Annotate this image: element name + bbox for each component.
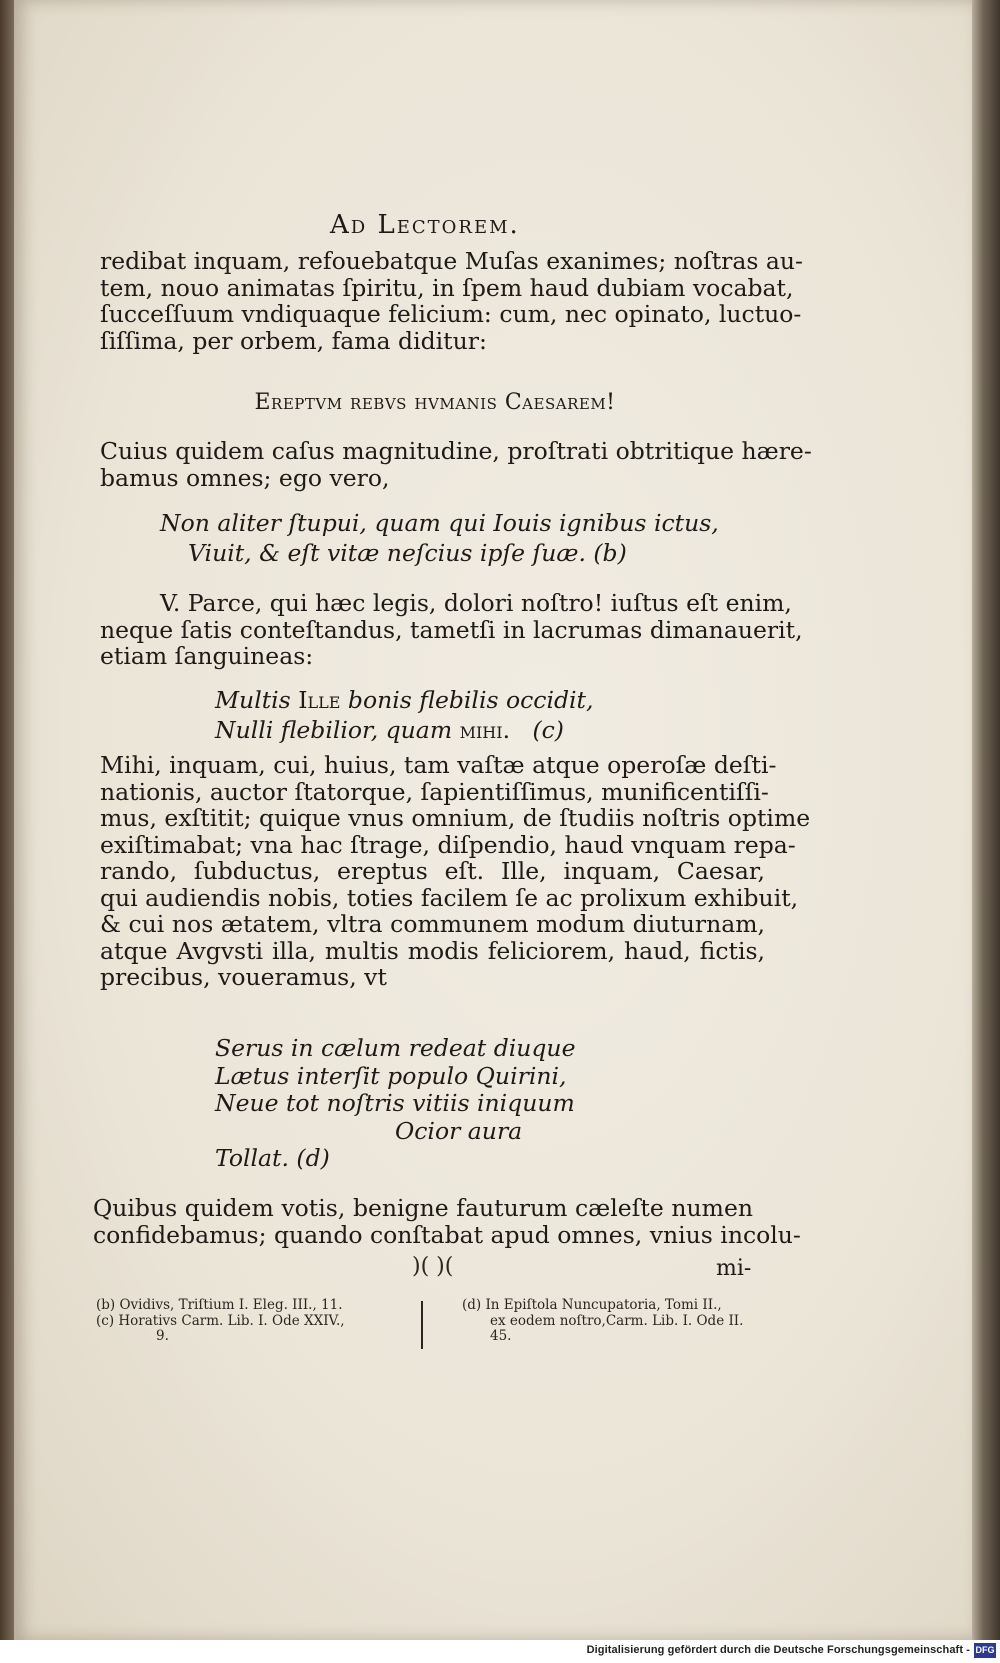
paragraph-3: [100, 589, 803, 670]
text-line: Cuius quidem caſus magnitudine, proſtrati obtritique hære-: [100, 437, 812, 465]
footnote-divider: [421, 1301, 423, 1349]
verse-line: Neue tot noſtris vitiis iniquum: [215, 1089, 575, 1117]
text-line: nationis, auctor ſtatorque, ſapientiſſimus, munificentiſſi-: [100, 777, 769, 806]
text-line: & cui nos ætatem, vltra communem modum diuturnam,: [100, 910, 765, 938]
paragraph-5: [93, 1194, 801, 1249]
footnote-line: 9.: [156, 1328, 169, 1344]
dfg-logo[interactable]: DFG: [974, 1643, 996, 1658]
footnote-line: (b) Ovidivs, Triſtium I. Eleg. III., 11.: [96, 1297, 343, 1313]
verse-line: [215, 685, 593, 715]
verse-line: Ocior aura: [395, 1116, 523, 1145]
footnote-line: ex eodem noſtro,Carm. Lib. I. Ode II.: [490, 1312, 744, 1329]
footer-credit: Digitalisierung gefördert durch die Deutsche Forschungsgemeinschaft -: [586, 1644, 970, 1656]
book-binding: [0, 0, 14, 1663]
verse-c: [215, 685, 593, 745]
text-line: ſucceſſuum vndiquaque felicium: cum, nec opinato, luctuo-: [100, 300, 802, 328]
text-line: tem, nouo animatas ſpiritu, in ſpem haud dubiam vocabat,: [100, 273, 794, 302]
footnotes-right: [462, 1298, 743, 1345]
signature-mark: )( )(: [412, 1254, 454, 1279]
centered-motto: Ereptvm rebvs hvmanis Caesarem!: [254, 390, 616, 415]
catchword: mi-: [716, 1256, 752, 1281]
text-line: mus, exſtitit; quique vnus omnium, de ſtudiis noſtris optime: [100, 804, 811, 832]
text-line: confidebamus; quando conſtabat apud omnes, vnius incolu-: [93, 1220, 801, 1249]
verse-line: Non aliter ſtupui, quam qui Iouis ignibus ictus,: [160, 509, 719, 537]
text-line: atque Avgvsti illa, multis modis feliciorem, haud, fictis,: [100, 936, 765, 965]
text-line: etiam ſanguineas:: [100, 642, 314, 670]
text-line: qui audiendis nobis, toties facilem ſe ac prolixum exhibuit,: [100, 883, 799, 912]
verse-line: Serus in cælum redeat diuque: [215, 1034, 576, 1062]
verse-word-smallcaps: Ille: [298, 686, 341, 714]
verse-line: Lætus interſit populo Quirini,: [215, 1061, 567, 1090]
running-head: Ad Lectorem.: [330, 210, 520, 240]
verse-word: Multis: [215, 686, 291, 714]
text-line: bamus omnes; ego vero,: [100, 463, 390, 492]
verse-line: [215, 715, 593, 745]
footnote-line: (d) In Epiſtola Nuncupatoria, Tomi II.,: [462, 1297, 722, 1313]
verse-d: [215, 1035, 575, 1173]
footnote-line: (c) Horativs Carm. Lib. I. Ode XXIV.,: [96, 1312, 345, 1329]
page-edge: [972, 0, 1000, 1640]
verse-line: Tollat. (d): [215, 1144, 330, 1172]
footnotes-left: [96, 1298, 345, 1345]
text-line: redibat inquam, refouebatque Muſas exanimes; noſtras au-: [100, 247, 803, 275]
footnote-line: 45.: [490, 1328, 512, 1344]
verse-word-smallcaps: mihi.: [459, 716, 511, 744]
paragraph-4: [100, 751, 811, 991]
text-line: exiſtimabat; vna hac ſtrage, diſpendio, haud vnquam repa-: [100, 830, 796, 859]
verse-b: [160, 508, 719, 568]
text-line: Quibus quidem votis, benigne fauturum cæleſte numen: [93, 1194, 753, 1222]
text-line: V. Parce, qui hæc legis, dolori noſtro! iuſtus eſt enim,: [160, 589, 792, 617]
paragraph-1: [100, 247, 803, 355]
text-line: ſiſſima, per orbem, fama diditur:: [100, 326, 487, 355]
paragraph-2: [100, 437, 812, 492]
text-line: Mihi, inquam, cui, huius, tam vaſtæ atque operoſæ deſti-: [100, 751, 777, 779]
verse-word: Nulli flebilior, quam: [215, 716, 453, 744]
verse-word: bonis flebilis occidit,: [347, 686, 594, 714]
text-line: rando, ſubductus, ereptus eſt. Ille, inquam, Caesar,: [100, 857, 765, 885]
verse-word: (c): [532, 716, 564, 744]
verse-line: Viuit, & eſt vitæ neſcius ipſe ſuæ. (b): [188, 539, 627, 567]
text-line: neque ſatis conteſtandus, tametſi in lacrumas dimanauerit,: [100, 615, 803, 644]
text-line: precibus, voueramus, vt: [100, 963, 387, 991]
